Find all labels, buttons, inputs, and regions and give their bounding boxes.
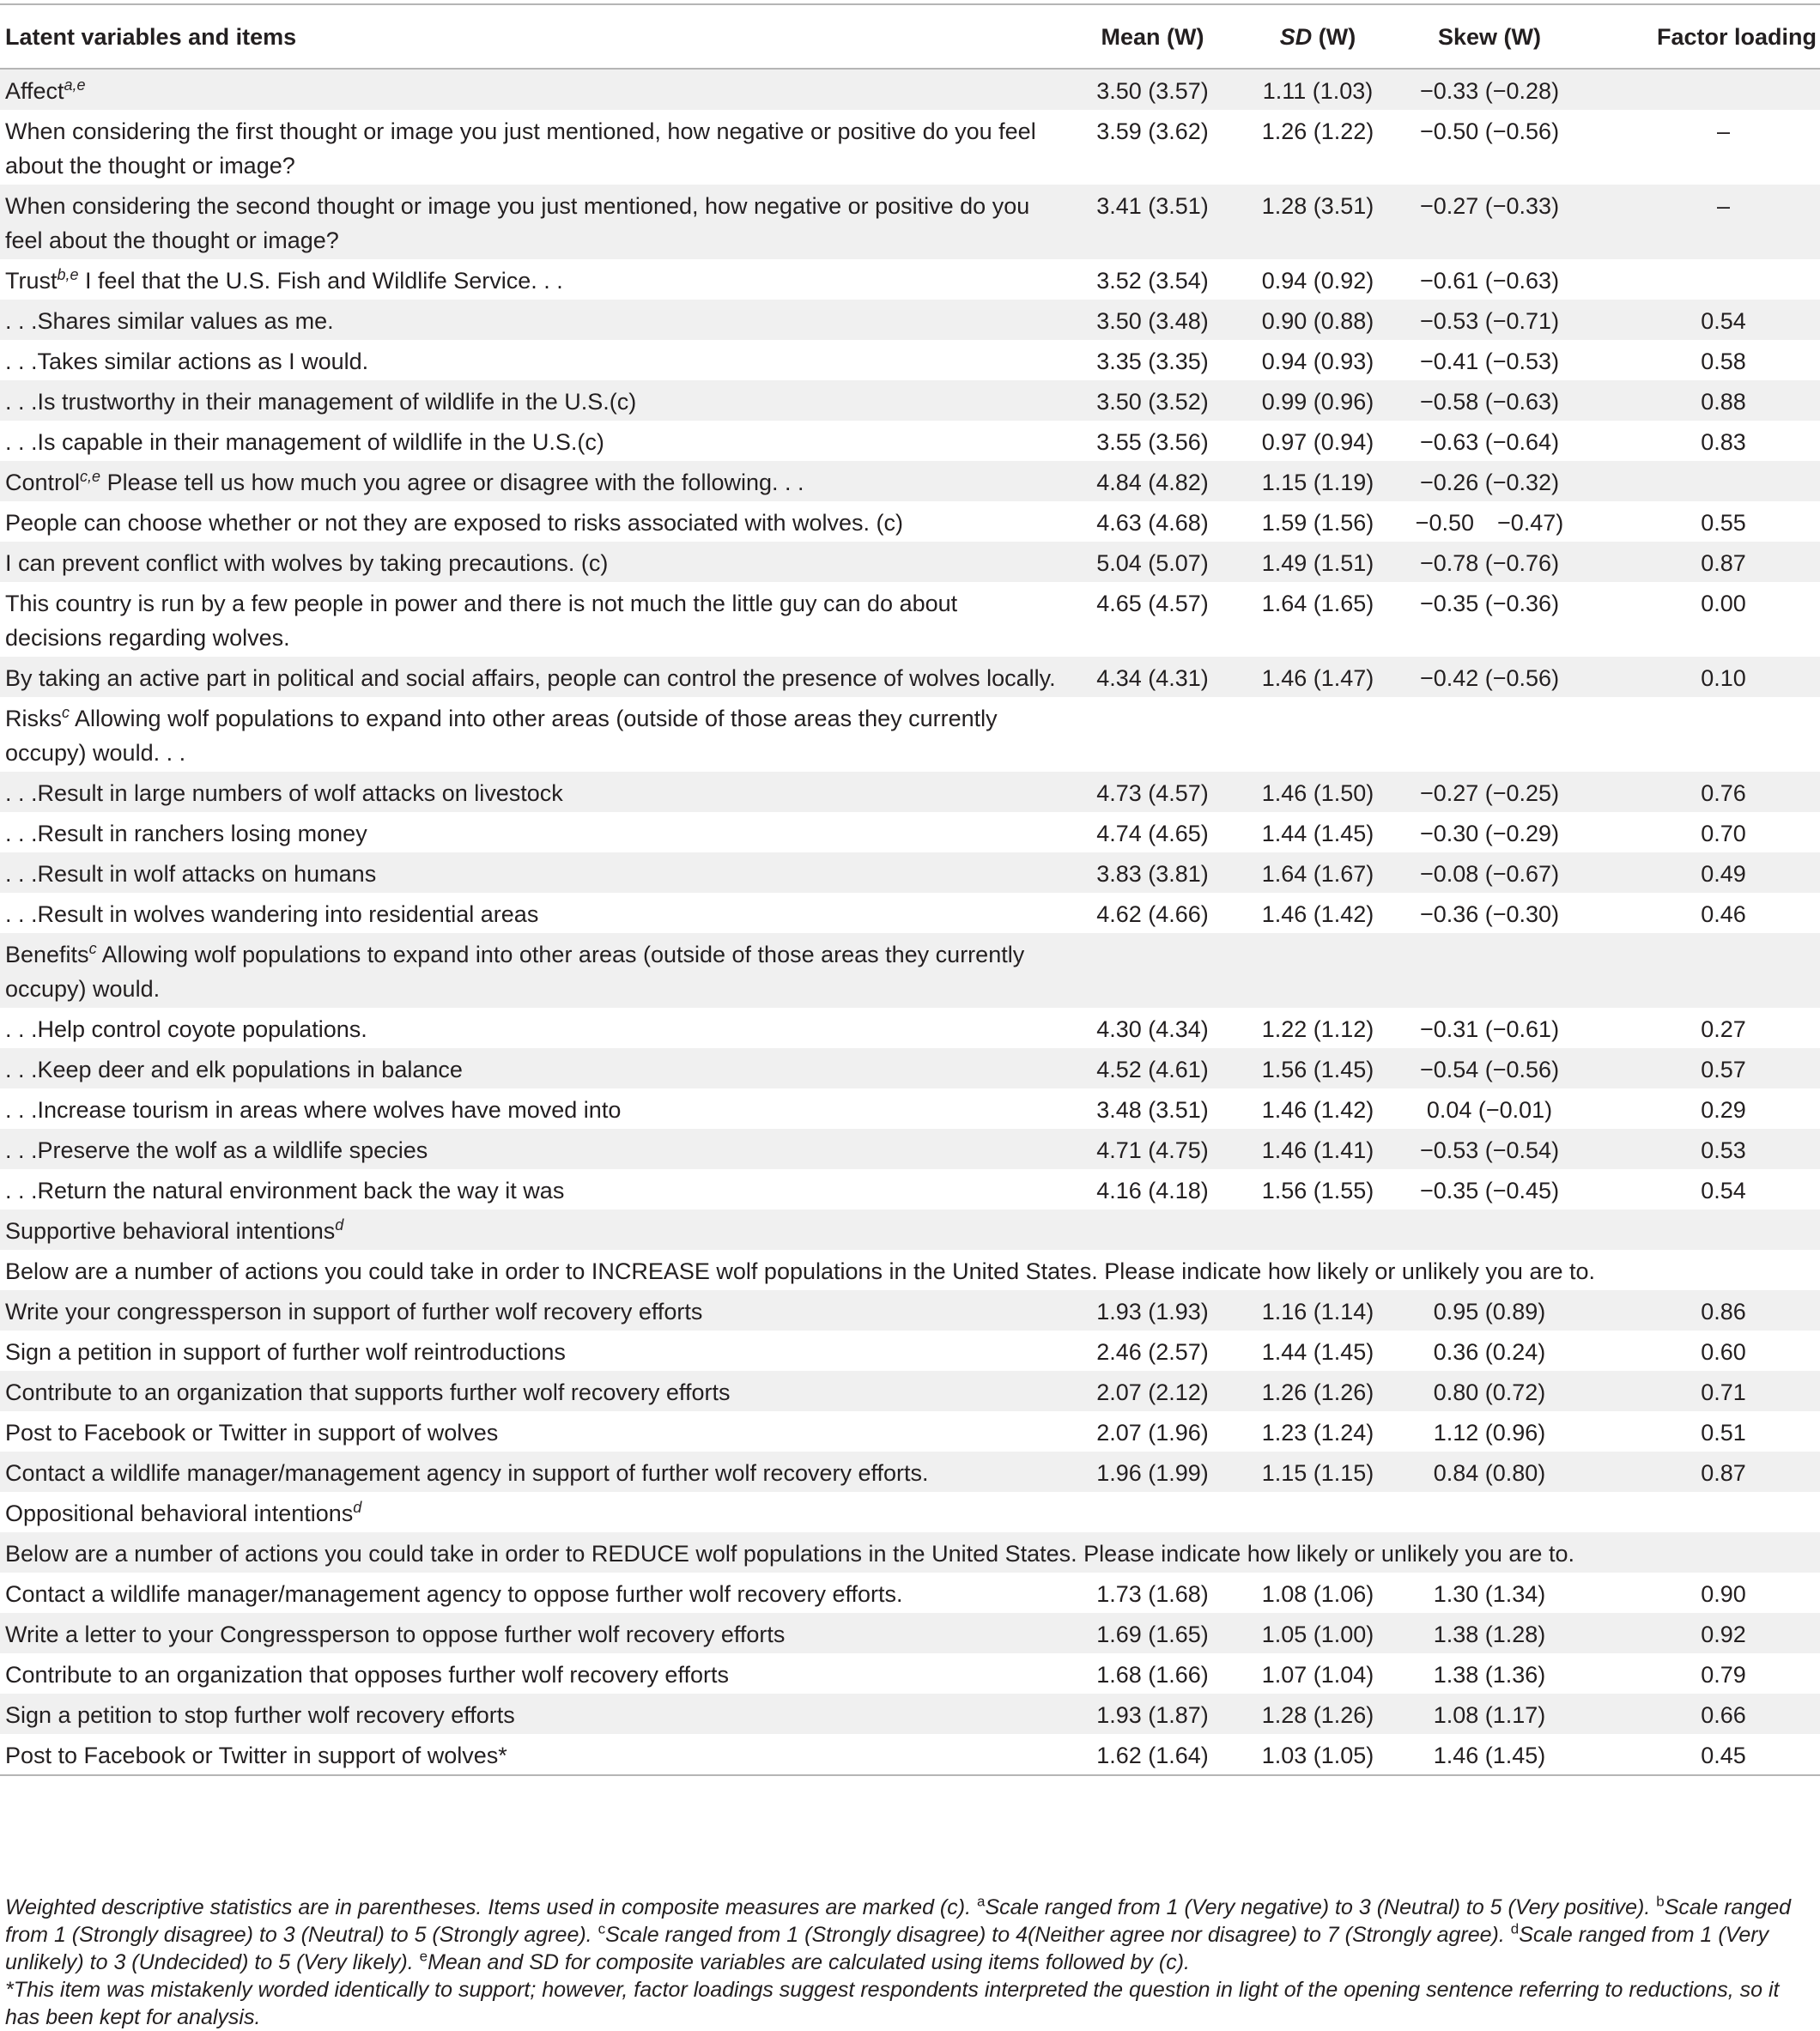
item-cell bbox=[0, 1048, 1073, 1088]
loading-cell: 0.90 bbox=[1701, 1581, 1746, 1607]
mean-cell: 1.93 (1.87) bbox=[1096, 1702, 1209, 1728]
mean-cell: 3.50 (3.48) bbox=[1096, 308, 1209, 334]
item-text: Contribute to an organization that supports further wolf recovery efforts bbox=[5, 1379, 731, 1405]
table-footnote bbox=[5, 1894, 1815, 2031]
sd-cell: 1.15 (1.15) bbox=[1261, 1460, 1374, 1486]
item-cell bbox=[0, 461, 1073, 501]
sd-cell: 1.46 (1.47) bbox=[1261, 665, 1374, 691]
mean-cell: 3.50 (3.57) bbox=[1096, 78, 1209, 104]
item-cell bbox=[0, 1653, 1073, 1694]
sd-cell: 1.08 (1.06) bbox=[1261, 1581, 1374, 1607]
item-text: Affect bbox=[5, 78, 64, 104]
mean-cell: 1.69 (1.65) bbox=[1096, 1622, 1209, 1647]
skew-cell: −0.78 (−0.76) bbox=[1419, 550, 1560, 576]
footnote-b-mark: b bbox=[1656, 1893, 1665, 1910]
table-row bbox=[0, 933, 1820, 1008]
item-text: Contact a wildlife manager/management agency to oppose further wolf recovery efforts. bbox=[5, 1581, 903, 1607]
loading-cell: 0.71 bbox=[1701, 1379, 1746, 1405]
skew-cell: 0.80 (0.72) bbox=[1433, 1379, 1546, 1405]
item-cell bbox=[0, 300, 1073, 340]
item-text: Sign a petition in support of further wolf reintroductions bbox=[5, 1339, 566, 1365]
skew-cell bbox=[1404, 697, 1575, 772]
loading-cell bbox=[1575, 697, 1820, 772]
sd-cell: 1.64 (1.65) bbox=[1261, 591, 1374, 616]
item-text: . . .Preserve the wolf as a wildlife species bbox=[5, 1137, 428, 1163]
skew-cell: −0.30 (−0.29) bbox=[1419, 821, 1560, 846]
item-cell bbox=[0, 1411, 1073, 1452]
item-text: Trust bbox=[5, 268, 58, 294]
loading-cell bbox=[1575, 69, 1820, 110]
item-cell bbox=[0, 185, 1073, 259]
loading-cell: 0.87 bbox=[1701, 1460, 1746, 1486]
mean-cell: 4.63 (4.68) bbox=[1096, 510, 1209, 536]
item-cell bbox=[0, 852, 1073, 893]
table-row bbox=[0, 893, 1820, 933]
loading-cell: 0.87 bbox=[1701, 550, 1746, 576]
loading-cell: – bbox=[1716, 193, 1731, 219]
item-text: Post to Facebook or Twitter in support of wolves* bbox=[5, 1743, 507, 1768]
sd-cell bbox=[1232, 1210, 1404, 1250]
table-row bbox=[0, 1573, 1820, 1613]
skew-cell: 1.38 (1.28) bbox=[1433, 1622, 1546, 1647]
footnote-star: *This item was mistakenly worded identically to support; however, factor loadings suggest respondents interpreted the question in light of the opening sentence referring to reductions, so it has been kept for analysis. bbox=[5, 1978, 1780, 2029]
table-row bbox=[0, 1613, 1820, 1653]
loading-cell: 0.10 bbox=[1701, 665, 1746, 691]
skew-cell: 1.46 (1.45) bbox=[1404, 1734, 1575, 1775]
skew-cell: −0.27 (−0.33) bbox=[1419, 193, 1560, 219]
skew-cell: −0.53 (−0.71) bbox=[1419, 308, 1560, 334]
skew-cell: −0.36 (−0.30) bbox=[1419, 901, 1560, 927]
loading-cell: 0.46 bbox=[1701, 901, 1746, 927]
item-text: By taking an active part in political and social affairs, people can control the presence of wolves locally. bbox=[5, 665, 1056, 691]
table-row bbox=[0, 1250, 1820, 1290]
item-text: Below are a number of actions you could take in order to INCREASE wolf populations in the United States. Please indicate how likely or unlikely you are to. bbox=[5, 1258, 1595, 1284]
table-row bbox=[0, 772, 1820, 812]
table-row bbox=[0, 340, 1820, 380]
skew-cell bbox=[1404, 1210, 1575, 1250]
table-body bbox=[0, 69, 1820, 1775]
table-row bbox=[0, 1653, 1820, 1694]
table-row bbox=[0, 1734, 1820, 1775]
header-sd-suffix: (W) bbox=[1312, 23, 1356, 50]
item-cell bbox=[0, 340, 1073, 380]
sd-cell: 1.15 (1.19) bbox=[1261, 470, 1374, 495]
item-text: Write a letter to your Congressperson to oppose further wolf recovery efforts bbox=[5, 1622, 786, 1647]
loading-cell: 0.53 bbox=[1701, 1137, 1746, 1163]
mean-cell: 3.59 (3.62) bbox=[1096, 118, 1209, 144]
item-text: . . .Is capable in their management of wildlife in the U.S.(c) bbox=[5, 429, 604, 455]
footnote-intro: Weighted descriptive statistics are in parentheses. Items used in composite measures are marked (c). bbox=[5, 1895, 977, 1919]
item-text: This country is run by a few people in power and there is not much the little guy can do about decisions regarding wolves. bbox=[5, 591, 958, 651]
item-superscript: c,e bbox=[80, 468, 101, 485]
skew-cell bbox=[1404, 933, 1575, 1008]
item-cell bbox=[0, 1008, 1073, 1048]
item-text: Supportive behavioral intentions bbox=[5, 1218, 336, 1244]
table-row bbox=[0, 421, 1820, 461]
item-cell bbox=[0, 421, 1073, 461]
table-row bbox=[0, 110, 1820, 185]
loading-cell: 0.27 bbox=[1701, 1016, 1746, 1042]
item-text: When considering the second thought or image you just mentioned, how negative or positive do you feel about the thought or image? bbox=[5, 193, 1030, 253]
mean-cell: 4.16 (4.18) bbox=[1096, 1178, 1209, 1203]
sd-cell: 1.03 (1.05) bbox=[1232, 1734, 1404, 1775]
item-cell bbox=[0, 933, 1073, 1008]
mean-cell: 3.83 (3.81) bbox=[1096, 861, 1209, 887]
header-skew: Skew (W) bbox=[1404, 4, 1575, 69]
mean-cell: 3.41 (3.51) bbox=[1096, 193, 1209, 219]
skew-cell: −0.42 (−0.56) bbox=[1419, 665, 1560, 691]
table-row bbox=[0, 1290, 1820, 1331]
sd-cell: 1.46 (1.42) bbox=[1261, 901, 1374, 927]
item-cell bbox=[0, 1129, 1073, 1169]
table-row bbox=[0, 461, 1820, 501]
skew-cell: 0.95 (0.89) bbox=[1433, 1299, 1546, 1325]
footnote-a: Scale ranged from 1 (Very negative) to 3 (Neutral) to 5 (Very positive). bbox=[985, 1895, 1657, 1919]
table-header-row bbox=[0, 4, 1820, 69]
header-sd bbox=[1232, 4, 1404, 69]
header-mean: Mean (W) bbox=[1073, 4, 1232, 69]
sd-cell: 1.46 (1.42) bbox=[1261, 1097, 1374, 1123]
mean-cell: 4.62 (4.66) bbox=[1096, 901, 1209, 927]
item-cell bbox=[0, 1573, 1073, 1613]
item-cell bbox=[0, 582, 1073, 657]
item-cell bbox=[0, 1371, 1073, 1411]
sd-cell: 0.97 (0.94) bbox=[1261, 429, 1374, 455]
item-text: Benefits bbox=[5, 942, 89, 967]
mean-cell: 5.04 (5.07) bbox=[1096, 550, 1209, 576]
skew-cell bbox=[1404, 1492, 1575, 1532]
item-text: . . .Return the natural environment back the way it was bbox=[5, 1178, 565, 1203]
sd-cell: 1.64 (1.67) bbox=[1261, 861, 1374, 887]
loading-cell: 0.45 bbox=[1575, 1734, 1820, 1775]
table-row bbox=[0, 1694, 1820, 1734]
table-row bbox=[0, 1048, 1820, 1088]
skew-cell: −0.26 (−0.32) bbox=[1419, 470, 1560, 495]
mean-cell: 3.55 (3.56) bbox=[1096, 429, 1209, 455]
mean-cell: 4.34 (4.31) bbox=[1096, 665, 1209, 691]
item-text: Post to Facebook or Twitter in support of wolves bbox=[5, 1420, 499, 1446]
loading-cell: 0.66 bbox=[1701, 1702, 1746, 1728]
skew-cell: 0.04 (−0.01) bbox=[1426, 1097, 1553, 1123]
skew-cell: 1.12 (0.96) bbox=[1433, 1420, 1546, 1446]
item-cell bbox=[0, 1532, 1820, 1573]
skew-cell: 0.84 (0.80) bbox=[1433, 1460, 1546, 1486]
sd-cell: 1.59 (1.56) bbox=[1261, 510, 1374, 536]
loading-cell: 0.29 bbox=[1701, 1097, 1746, 1123]
sd-cell: 1.46 (1.41) bbox=[1261, 1137, 1374, 1163]
sd-cell: 1.44 (1.45) bbox=[1261, 821, 1374, 846]
loading-cell: – bbox=[1716, 118, 1731, 144]
mean-cell: 4.30 (4.34) bbox=[1096, 1016, 1209, 1042]
item-text: I can prevent conflict with wolves by taking precautions. (c) bbox=[5, 550, 609, 576]
item-cell bbox=[0, 893, 1073, 933]
item-cell bbox=[0, 1088, 1073, 1129]
item-cell bbox=[0, 1694, 1073, 1734]
item-text: . . .Result in wolf attacks on humans bbox=[5, 861, 377, 887]
item-text: . . .Increase tourism in areas where wolves have moved into bbox=[5, 1097, 622, 1123]
sd-cell: 1.16 (1.14) bbox=[1261, 1299, 1374, 1325]
item-cell bbox=[0, 1210, 1073, 1250]
header-items: Latent variables and items bbox=[0, 4, 1073, 69]
mean-cell: 1.68 (1.66) bbox=[1096, 1662, 1209, 1688]
table-row bbox=[0, 1088, 1820, 1129]
item-cell bbox=[0, 1452, 1073, 1492]
skew-cell: −0.50 (−0.56) bbox=[1419, 118, 1560, 144]
loading-cell: 0.54 bbox=[1701, 308, 1746, 334]
table-row bbox=[0, 812, 1820, 852]
item-text: . . .Result in wolves wandering into residential areas bbox=[5, 901, 539, 927]
item-cell bbox=[0, 1492, 1073, 1532]
mean-cell: 2.07 (1.96) bbox=[1096, 1420, 1209, 1446]
item-text-continued: Allowing wolf populations to expand into other areas (outside of those areas they currently occupy) would. bbox=[5, 942, 1025, 1002]
item-text: Contact a wildlife manager/management agency in support of further wolf recovery efforts. bbox=[5, 1460, 929, 1486]
skew-cell: −0.50 −0.47) bbox=[1415, 510, 1564, 536]
sd-cell: 1.28 (3.51) bbox=[1261, 193, 1374, 219]
footnote-e-mark: e bbox=[419, 1948, 428, 1965]
footnote-c-mark: c bbox=[598, 1920, 606, 1937]
mean-cell: 3.35 (3.35) bbox=[1096, 349, 1209, 374]
table-row bbox=[0, 501, 1820, 542]
skew-cell: −0.27 (−0.25) bbox=[1419, 780, 1560, 806]
item-cell bbox=[0, 501, 1073, 542]
table-row bbox=[0, 1331, 1820, 1371]
sd-cell: 0.94 (0.92) bbox=[1261, 268, 1374, 294]
item-text: . . .Result in large numbers of wolf attacks on livestock bbox=[5, 780, 563, 806]
item-text: Contribute to an organization that opposes further wolf recovery efforts bbox=[5, 1662, 729, 1688]
mean-cell: 2.07 (2.12) bbox=[1096, 1379, 1209, 1405]
item-text-continued: I feel that the U.S. Fish and Wildlife Service. . . bbox=[78, 268, 563, 294]
loading-cell: 0.00 bbox=[1701, 591, 1746, 616]
sd-cell: 1.44 (1.45) bbox=[1261, 1339, 1374, 1365]
skew-cell: −0.53 (−0.54) bbox=[1419, 1137, 1560, 1163]
table-row bbox=[0, 1129, 1820, 1169]
item-cell bbox=[0, 772, 1073, 812]
item-cell bbox=[0, 69, 1073, 110]
loading-cell: 0.51 bbox=[1701, 1420, 1746, 1446]
sd-cell: 1.46 (1.50) bbox=[1261, 780, 1374, 806]
mean-cell: 4.74 (4.65) bbox=[1096, 821, 1209, 846]
footnote-b: Scale ranged from 1 (Strongly disagree) to 3 (Neutral) to 5 (Strongly agree). bbox=[5, 1895, 1792, 1947]
loading-cell: 0.55 bbox=[1701, 510, 1746, 536]
table-row bbox=[0, 69, 1820, 110]
item-text: Sign a petition to stop further wolf recovery efforts bbox=[5, 1702, 515, 1728]
loading-cell: 0.83 bbox=[1701, 429, 1746, 455]
table-row bbox=[0, 582, 1820, 657]
loading-cell: 0.54 bbox=[1701, 1178, 1746, 1203]
sd-cell: 1.56 (1.55) bbox=[1261, 1178, 1374, 1203]
item-superscript: d bbox=[353, 1499, 362, 1516]
table-row bbox=[0, 1452, 1820, 1492]
item-text: . . .Keep deer and elk populations in balance bbox=[5, 1057, 463, 1082]
skew-cell: 1.30 (1.34) bbox=[1433, 1581, 1546, 1607]
loading-cell: 0.76 bbox=[1701, 780, 1746, 806]
table-row bbox=[0, 1411, 1820, 1452]
item-superscript: d bbox=[335, 1216, 344, 1234]
item-text: Control bbox=[5, 470, 81, 495]
item-text-continued: Please tell us how much you agree or disagree with the following. . . bbox=[100, 470, 804, 495]
item-cell bbox=[0, 1290, 1073, 1331]
sd-cell: 1.49 (1.51) bbox=[1261, 550, 1374, 576]
item-cell bbox=[0, 259, 1073, 300]
mean-cell: 4.73 (4.57) bbox=[1096, 780, 1209, 806]
skew-cell: −0.33 (−0.28) bbox=[1419, 78, 1560, 104]
item-cell bbox=[0, 812, 1073, 852]
item-text: . . .Takes similar actions as I would. bbox=[5, 349, 369, 374]
table-row bbox=[0, 1371, 1820, 1411]
item-text-continued: Allowing wolf populations to expand into other areas (outside of those areas they currently occupy) would. . . bbox=[5, 706, 998, 766]
loading-cell: 0.49 bbox=[1701, 861, 1746, 887]
skew-cell: −0.08 (−0.67) bbox=[1419, 861, 1560, 887]
mean-cell: 4.84 (4.82) bbox=[1096, 470, 1209, 495]
item-text: Risks bbox=[5, 706, 62, 731]
sd-cell bbox=[1232, 1492, 1404, 1532]
mean-cell bbox=[1073, 697, 1232, 772]
mean-cell: 1.62 (1.64) bbox=[1073, 1734, 1232, 1775]
item-cell bbox=[0, 110, 1073, 185]
item-cell bbox=[0, 380, 1073, 421]
item-cell bbox=[0, 697, 1073, 772]
table-row bbox=[0, 1532, 1820, 1573]
sd-cell: 1.26 (1.26) bbox=[1261, 1379, 1374, 1405]
skew-cell: −0.63 (−0.64) bbox=[1419, 429, 1560, 455]
sd-cell: 0.90 (0.88) bbox=[1261, 308, 1374, 334]
sd-cell: 1.23 (1.24) bbox=[1261, 1420, 1374, 1446]
table-row bbox=[0, 852, 1820, 893]
skew-cell: 1.38 (1.36) bbox=[1433, 1662, 1546, 1688]
table-row bbox=[0, 542, 1820, 582]
loading-cell bbox=[1575, 461, 1820, 501]
table-row bbox=[0, 1210, 1820, 1250]
mean-cell bbox=[1073, 1210, 1232, 1250]
loading-cell bbox=[1575, 1210, 1820, 1250]
mean-cell: 4.71 (4.75) bbox=[1096, 1137, 1209, 1163]
sd-cell: 1.07 (1.04) bbox=[1261, 1662, 1374, 1688]
skew-cell: −0.35 (−0.36) bbox=[1419, 591, 1560, 616]
item-cell bbox=[0, 1734, 1073, 1775]
loading-cell: 0.58 bbox=[1701, 349, 1746, 374]
item-text: . . .Help control coyote populations. bbox=[5, 1016, 367, 1042]
skew-cell: −0.58 (−0.63) bbox=[1419, 389, 1560, 415]
footnote-e: Mean and SD for composite variables are calculated using items followed by (c). bbox=[428, 1950, 1190, 1974]
item-cell bbox=[0, 1613, 1073, 1653]
loading-cell: 0.92 bbox=[1701, 1622, 1746, 1647]
loading-cell: 0.79 bbox=[1701, 1662, 1746, 1688]
mean-cell: 1.93 (1.93) bbox=[1096, 1299, 1209, 1325]
header-loading: Factor loading bbox=[1575, 4, 1820, 69]
item-text: . . .Is trustworthy in their management of wildlife in the U.S.(c) bbox=[5, 389, 637, 415]
item-text: . . .Shares similar values as me. bbox=[5, 308, 334, 334]
sd-cell: 1.11 (1.03) bbox=[1262, 78, 1374, 104]
item-superscript: c bbox=[88, 940, 97, 957]
loading-cell: 0.70 bbox=[1701, 821, 1746, 846]
footnote-c: Scale ranged from 1 (Strongly disagree) to 4(Neither agree nor disagree) to 7 (Strongly agree). bbox=[605, 1923, 1511, 1947]
item-cell bbox=[0, 542, 1073, 582]
skew-cell: 0.36 (0.24) bbox=[1433, 1339, 1546, 1365]
loading-cell: 0.57 bbox=[1701, 1057, 1746, 1082]
table-row bbox=[0, 1169, 1820, 1210]
table-row bbox=[0, 1008, 1820, 1048]
table-row bbox=[0, 657, 1820, 697]
footnote-a-mark: a bbox=[976, 1893, 986, 1910]
footnote-d-mark: d bbox=[1510, 1920, 1520, 1937]
item-text: Write your congressperson in support of further wolf recovery efforts bbox=[5, 1299, 703, 1325]
item-text: When considering the first thought or image you just mentioned, how negative or positive do you feel about the thought or image? bbox=[5, 118, 1036, 179]
sd-cell bbox=[1232, 697, 1404, 772]
item-text: Oppositional behavioral intentions bbox=[5, 1501, 354, 1526]
mean-cell: 3.48 (3.51) bbox=[1096, 1097, 1209, 1123]
table-row bbox=[0, 259, 1820, 300]
table-row bbox=[0, 185, 1820, 259]
item-cell bbox=[0, 1250, 1820, 1290]
table-row bbox=[0, 300, 1820, 340]
item-cell bbox=[0, 1169, 1073, 1210]
skew-cell: 1.08 (1.17) bbox=[1433, 1702, 1546, 1728]
loading-cell: 0.88 bbox=[1701, 389, 1746, 415]
skew-cell: −0.41 (−0.53) bbox=[1419, 349, 1560, 374]
mean-cell bbox=[1073, 933, 1232, 1008]
loading-cell bbox=[1575, 259, 1820, 300]
mean-cell: 4.52 (4.61) bbox=[1096, 1057, 1209, 1082]
sd-cell bbox=[1232, 933, 1404, 1008]
sd-cell: 1.05 (1.00) bbox=[1261, 1622, 1374, 1647]
mean-cell bbox=[1073, 1492, 1232, 1532]
item-text: . . .Result in ranchers losing money bbox=[5, 821, 367, 846]
sd-cell: 1.26 (1.22) bbox=[1261, 118, 1374, 144]
item-cell bbox=[0, 1331, 1073, 1371]
sd-cell: 1.56 (1.45) bbox=[1261, 1057, 1374, 1082]
table-row bbox=[0, 380, 1820, 421]
mean-cell: 3.52 (3.54) bbox=[1096, 268, 1209, 294]
header-sd-label: SD bbox=[1279, 23, 1313, 50]
loading-cell: 0.60 bbox=[1701, 1339, 1746, 1365]
skew-cell: −0.31 (−0.61) bbox=[1419, 1016, 1560, 1042]
loading-cell bbox=[1575, 933, 1820, 1008]
mean-cell: 1.73 (1.68) bbox=[1096, 1581, 1209, 1607]
item-superscript: b,e bbox=[57, 266, 79, 283]
item-text: People can choose whether or not they are exposed to risks associated with wolves. (c) bbox=[5, 510, 904, 536]
item-text: Below are a number of actions you could take in order to REDUCE wolf populations in the United States. Please indicate how likely or unlikely you are to. bbox=[5, 1541, 1574, 1567]
sd-cell: 0.94 (0.93) bbox=[1261, 349, 1374, 374]
skew-cell: −0.54 (−0.56) bbox=[1419, 1057, 1560, 1082]
table-row bbox=[0, 697, 1820, 772]
skew-cell: −0.61 (−0.63) bbox=[1419, 268, 1560, 294]
sd-cell: 1.22 (1.12) bbox=[1261, 1016, 1374, 1042]
mean-cell: 1.96 (1.99) bbox=[1096, 1460, 1209, 1486]
mean-cell: 4.65 (4.57) bbox=[1096, 591, 1209, 616]
sd-cell: 0.99 (0.96) bbox=[1261, 389, 1374, 415]
footnote-d: Scale ranged from 1 (Very unlikely) to 3 (Undecided) to 5 (Very likely). bbox=[5, 1923, 1769, 1974]
loading-cell bbox=[1575, 1492, 1820, 1532]
sd-cell: 1.28 (1.26) bbox=[1261, 1702, 1374, 1728]
item-superscript: a,e bbox=[64, 76, 86, 94]
mean-cell: 3.50 (3.52) bbox=[1096, 389, 1209, 415]
skew-cell: −0.35 (−0.45) bbox=[1419, 1178, 1560, 1203]
mean-cell: 2.46 (2.57) bbox=[1096, 1339, 1209, 1365]
loading-cell: 0.86 bbox=[1701, 1299, 1746, 1325]
item-superscript: c bbox=[62, 704, 70, 721]
item-cell bbox=[0, 657, 1073, 697]
descriptive-statistics-table bbox=[0, 3, 1820, 1776]
table-row bbox=[0, 1492, 1820, 1532]
